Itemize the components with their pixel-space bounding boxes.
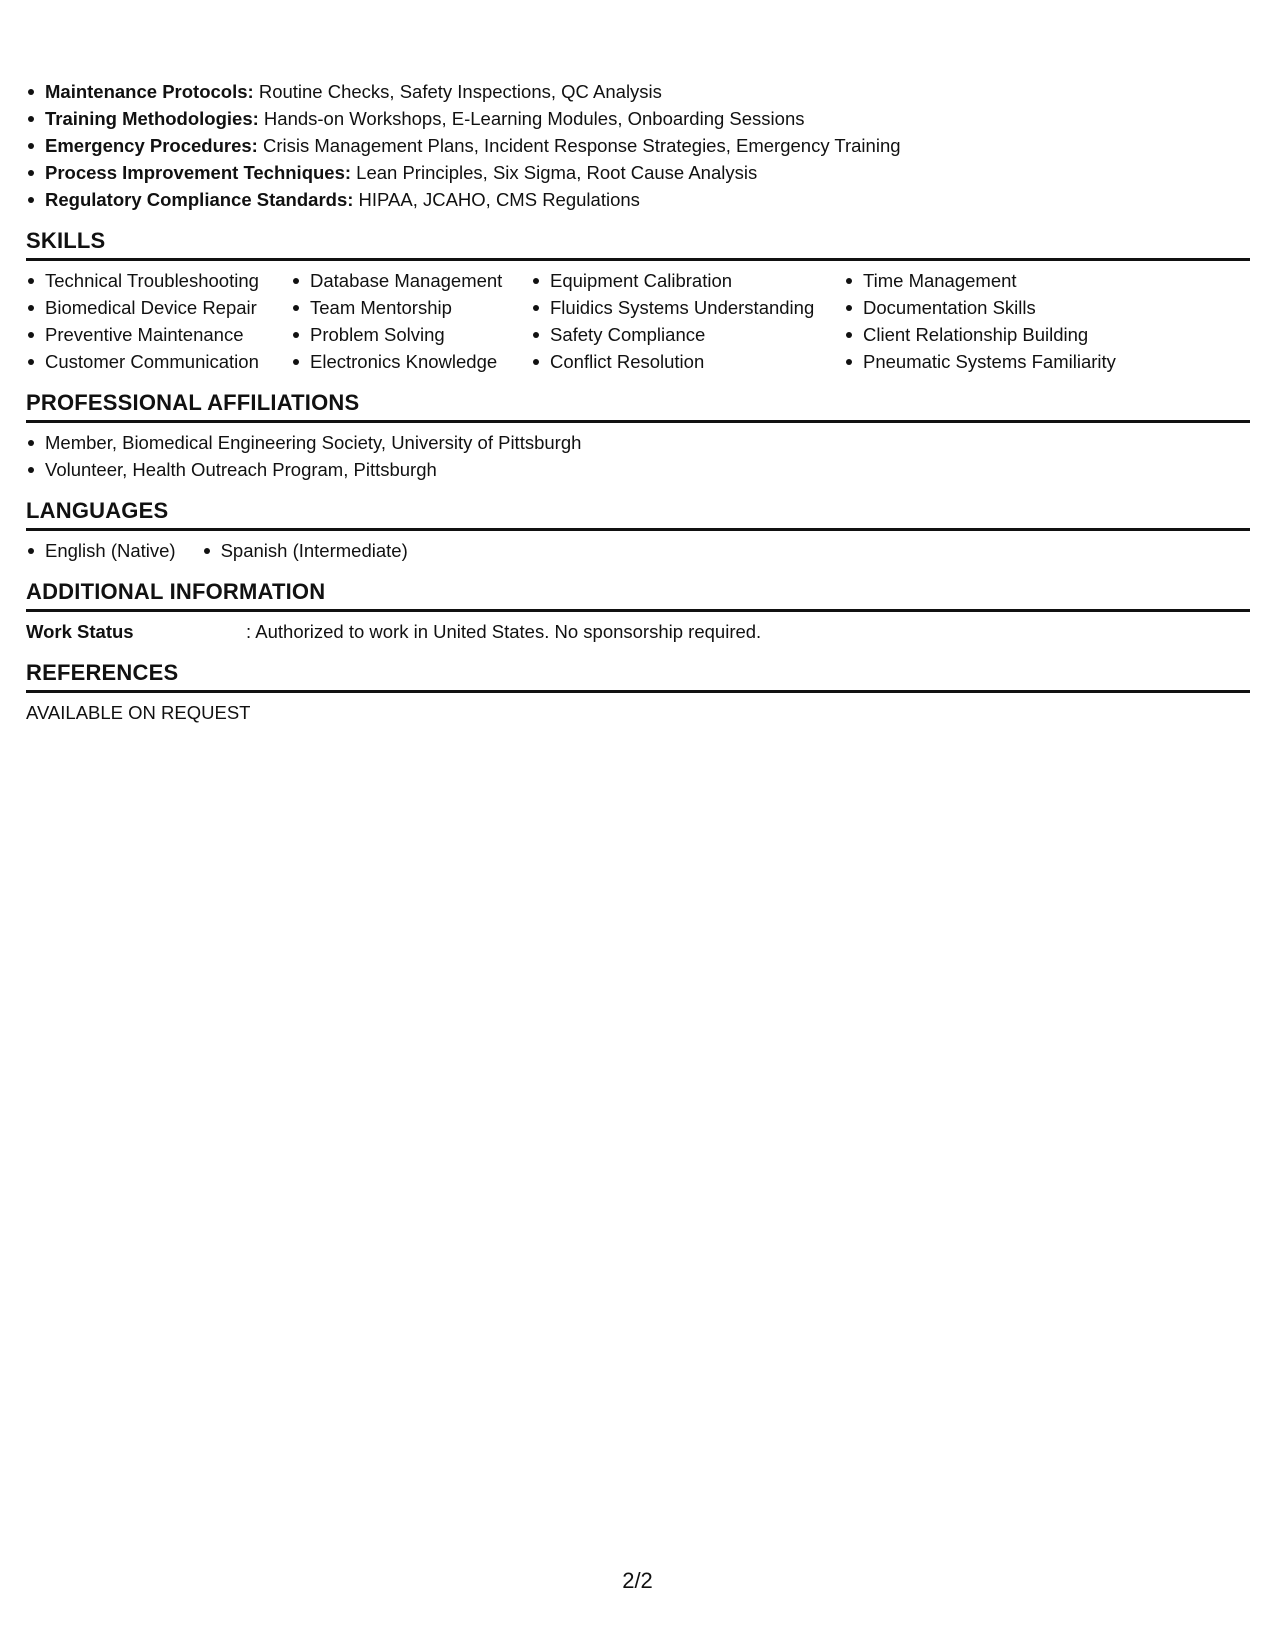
list-item [26, 186, 1250, 213]
skills-column [844, 267, 1224, 375]
list-item [26, 105, 1250, 132]
skill-item: Technical Troubleshooting [26, 267, 291, 294]
tool-label: Training Methodologies: [45, 108, 259, 129]
affiliations-section [26, 389, 1250, 483]
list-item: Volunteer, Health Outreach Program, Pittsburgh [26, 456, 1250, 483]
skills-grid [26, 267, 1250, 375]
skills-section [26, 227, 1250, 375]
skills-column [26, 267, 291, 375]
skill-item: Customer Communication [26, 348, 291, 375]
references-section [26, 659, 1250, 726]
skills-column [531, 267, 844, 375]
tools-list [26, 78, 1250, 213]
tool-label: Regulatory Compliance Standards: [45, 189, 354, 210]
skill-item: Safety Compliance [531, 321, 844, 348]
skill-item: Documentation Skills [844, 294, 1224, 321]
languages-list [26, 537, 1250, 564]
skill-item: Preventive Maintenance [26, 321, 291, 348]
list-item: Member, Biomedical Engineering Society, University of Pittsburgh [26, 429, 1250, 456]
language-item: Spanish (Intermediate) [202, 537, 408, 564]
work-status-row [26, 618, 1250, 645]
work-status-label: Work Status [26, 621, 134, 642]
work-status-value: : Authorized to work in United States. No sponsorship required. [246, 621, 762, 642]
section-title-skills: SKILLS [26, 227, 1250, 261]
skill-item: Equipment Calibration [531, 267, 844, 294]
page-number: 2/2 [622, 1568, 653, 1593]
tool-value: Routine Checks, Safety Inspections, QC Analysis [258, 81, 662, 102]
section-title-languages: LANGUAGES [26, 497, 1250, 531]
languages-section [26, 497, 1250, 564]
skill-item: Conflict Resolution [531, 348, 844, 375]
skill-item: Time Management [844, 267, 1224, 294]
skill-item: Fluidics Systems Understanding [531, 294, 844, 321]
skill-item: Database Management [291, 267, 531, 294]
affiliations-list [26, 429, 1250, 483]
language-item: English (Native) [26, 537, 176, 564]
skill-item: Biomedical Device Repair [26, 294, 291, 321]
additional-info-section [26, 578, 1250, 645]
skill-item: Pneumatic Systems Familiarity [844, 348, 1224, 375]
list-item [26, 159, 1250, 186]
section-title-additional-info: ADDITIONAL INFORMATION [26, 578, 1250, 612]
skill-item: Team Mentorship [291, 294, 531, 321]
references-text: AVAILABLE ON REQUEST [26, 702, 251, 723]
tool-label: Process Improvement Techniques: [45, 162, 352, 183]
tool-value: HIPAA, JCAHO, CMS Regulations [358, 189, 640, 210]
list-item [26, 78, 1250, 105]
skill-item: Problem Solving [291, 321, 531, 348]
skills-column [291, 267, 531, 375]
section-title-affiliations: PROFESSIONAL AFFILIATIONS [26, 389, 1250, 423]
tool-value: Hands-on Workshops, E-Learning Modules, Onboarding Sessions [263, 108, 805, 129]
section-title-references: REFERENCES [26, 659, 1250, 693]
skill-item: Client Relationship Building [844, 321, 1224, 348]
tool-value: Lean Principles, Six Sigma, Root Cause Analysis [356, 162, 758, 183]
tool-value: Crisis Management Plans, Incident Response Strategies, Emergency Training [262, 135, 901, 156]
resume-page [26, 78, 1250, 726]
list-item [26, 132, 1250, 159]
skill-item: Electronics Knowledge [291, 348, 531, 375]
tool-label: Emergency Procedures: [45, 135, 258, 156]
tool-label: Maintenance Protocols: [45, 81, 254, 102]
